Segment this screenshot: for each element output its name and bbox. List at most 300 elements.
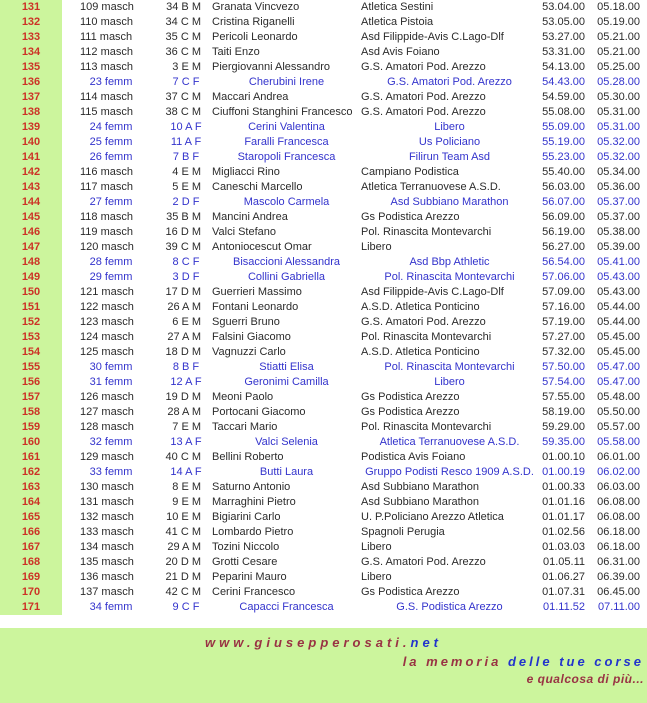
rank-cell: 132 bbox=[0, 15, 62, 30]
team-cell: Gs Podistica Arezzo bbox=[361, 211, 460, 223]
category-cell: 8 C F bbox=[172, 256, 200, 268]
athlete-name-cell: Staropoli Francesca bbox=[237, 151, 336, 163]
rank-cell: 131 bbox=[0, 0, 62, 15]
time-cell: 53.31.00 bbox=[542, 46, 585, 58]
athlete-name-cell: Piergiovanni Alessandro bbox=[212, 61, 331, 73]
pace-cell: 06.18.00 bbox=[597, 541, 640, 553]
athlete-name-cell: Capacci Francesca bbox=[239, 601, 334, 613]
site-url-domain: www.giusepperosati. bbox=[204, 635, 411, 650]
rank-cell: 147 bbox=[0, 240, 62, 255]
pace-cell: 05.21.00 bbox=[597, 46, 640, 58]
athlete-name-cell: Peparini Mauro bbox=[212, 571, 287, 583]
time-cell: 01.11.52 bbox=[542, 601, 585, 613]
athlete-name-cell: Maccari Andrea bbox=[212, 91, 289, 103]
time-cell: 57.32.00 bbox=[542, 346, 585, 358]
athlete-name-cell: Geronimi Camilla bbox=[244, 376, 329, 388]
pace-cell: 06.03.00 bbox=[597, 481, 640, 493]
table-row bbox=[0, 450, 647, 465]
rank-cell: 141 bbox=[0, 150, 62, 165]
table-row bbox=[0, 165, 647, 180]
pace-cell: 06.08.00 bbox=[597, 496, 640, 508]
pace-cell: 05.31.00 bbox=[597, 121, 640, 133]
rank-cell: 151 bbox=[0, 300, 62, 315]
athlete-name-cell: Portocani Giacomo bbox=[212, 406, 306, 418]
team-cell: Pol. Rinascita Montevarchi bbox=[361, 331, 492, 343]
team-cell: G.S. Podistica Arezzo bbox=[396, 601, 503, 613]
time-cell: 56.09.00 bbox=[542, 211, 585, 223]
time-cell: 01.00.19 bbox=[542, 466, 585, 478]
time-cell: 53.05.00 bbox=[542, 16, 585, 28]
table-row bbox=[0, 225, 647, 240]
athlete-name-cell: Bigiarini Carlo bbox=[212, 511, 281, 523]
site-tagline-2: e qualcosa di più... bbox=[526, 672, 644, 686]
time-cell: 01.05.11 bbox=[542, 556, 585, 568]
gender-rank-cell: 133 masch bbox=[80, 526, 134, 538]
time-cell: 55.19.00 bbox=[542, 136, 585, 148]
time-cell: 56.07.00 bbox=[542, 196, 585, 208]
rank-cell: 155 bbox=[0, 360, 62, 375]
athlete-name-cell: Collini Gabriella bbox=[247, 271, 326, 283]
rank-cell: 171 bbox=[0, 600, 62, 615]
gender-rank-cell: 23 femm bbox=[89, 76, 133, 88]
category-cell: 13 A F bbox=[170, 436, 202, 448]
time-cell: 55.23.00 bbox=[542, 151, 585, 163]
site-footer bbox=[0, 628, 647, 703]
gender-rank-cell: 31 femm bbox=[89, 376, 133, 388]
table-row bbox=[0, 495, 647, 510]
pace-cell: 05.43.00 bbox=[597, 271, 640, 283]
table-row bbox=[0, 0, 647, 15]
athlete-name-cell: Faralli Francesca bbox=[244, 136, 329, 148]
rank-cell: 169 bbox=[0, 570, 62, 585]
time-cell: 57.27.00 bbox=[542, 331, 585, 343]
table-row bbox=[0, 75, 647, 90]
pace-cell: 05.58.00 bbox=[597, 436, 640, 448]
team-cell: Gruppo Podisti Resco 1909 A.S.D. bbox=[365, 466, 534, 478]
rank-cell: 133 bbox=[0, 30, 62, 45]
rank-cell: 137 bbox=[0, 90, 62, 105]
rank-cell: 140 bbox=[0, 135, 62, 150]
category-cell: 10 E M bbox=[166, 511, 201, 523]
table-row bbox=[0, 600, 647, 615]
category-cell: 28 A M bbox=[167, 406, 201, 418]
gender-rank-cell: 134 masch bbox=[80, 541, 134, 553]
table-row bbox=[0, 300, 647, 315]
category-cell: 29 A M bbox=[167, 541, 201, 553]
athlete-name-cell: Marraghini Pietro bbox=[212, 496, 296, 508]
category-cell: 7 B F bbox=[172, 151, 200, 163]
category-cell: 36 C M bbox=[165, 46, 201, 58]
time-cell: 57.09.00 bbox=[542, 286, 585, 298]
gender-rank-cell: 111 masch bbox=[80, 31, 133, 43]
team-cell: G.S. Amatori Pod. Arezzo bbox=[361, 106, 486, 118]
category-cell: 40 C M bbox=[165, 451, 201, 463]
athlete-name-cell: Guerrieri Massimo bbox=[212, 286, 302, 298]
table-row bbox=[0, 45, 647, 60]
pace-cell: 05.30.00 bbox=[597, 91, 640, 103]
category-cell: 3 E M bbox=[172, 61, 201, 73]
athlete-name-cell: Migliacci Rino bbox=[212, 166, 280, 178]
rank-cell: 153 bbox=[0, 330, 62, 345]
pace-cell: 05.37.00 bbox=[597, 196, 640, 208]
table-row bbox=[0, 255, 647, 270]
team-cell: Filirun Team Asd bbox=[408, 151, 491, 163]
table-row bbox=[0, 585, 647, 600]
athlete-name-cell: Mancini Andrea bbox=[212, 211, 288, 223]
time-cell: 59.35.00 bbox=[542, 436, 585, 448]
gender-rank-cell: 130 masch bbox=[80, 481, 134, 493]
team-cell: Libero bbox=[361, 241, 392, 253]
pace-cell: 06.18.00 bbox=[597, 526, 640, 538]
pace-cell: 05.38.00 bbox=[597, 226, 640, 238]
rank-cell: 145 bbox=[0, 210, 62, 225]
gender-rank-cell: 122 masch bbox=[80, 301, 134, 313]
athlete-name-cell: Stiatti Elisa bbox=[259, 361, 314, 373]
pace-cell: 05.32.00 bbox=[597, 136, 640, 148]
pace-cell: 05.45.00 bbox=[597, 346, 640, 358]
athlete-name-cell: Vagnuzzi Carlo bbox=[212, 346, 286, 358]
category-cell: 9 E M bbox=[172, 496, 201, 508]
gender-rank-cell: 127 masch bbox=[80, 406, 134, 418]
gender-rank-cell: 136 masch bbox=[80, 571, 134, 583]
gender-rank-cell: 114 masch bbox=[80, 91, 133, 103]
team-cell: Libero bbox=[434, 376, 465, 388]
rank-cell: 149 bbox=[0, 270, 62, 285]
gender-rank-cell: 137 masch bbox=[80, 586, 134, 598]
time-cell: 53.04.00 bbox=[542, 1, 585, 13]
pace-cell: 05.21.00 bbox=[597, 31, 640, 43]
team-cell: Asd Avis Foiano bbox=[361, 46, 440, 58]
gender-rank-cell: 29 femm bbox=[89, 271, 133, 283]
time-cell: 57.06.00 bbox=[542, 271, 585, 283]
gender-rank-cell: 117 masch bbox=[80, 181, 133, 193]
team-cell: A.S.D. Atletica Ponticino bbox=[361, 301, 480, 313]
athlete-name-cell: Cristina Riganelli bbox=[212, 16, 295, 28]
time-cell: 01.01.17 bbox=[542, 511, 585, 523]
rank-cell: 134 bbox=[0, 45, 62, 60]
time-cell: 01.07.31 bbox=[542, 586, 585, 598]
team-cell: Libero bbox=[361, 541, 392, 553]
gender-rank-cell: 121 masch bbox=[80, 286, 134, 298]
team-cell: Campiano Podistica bbox=[361, 166, 459, 178]
team-cell: U. P.Policiano Arezzo Atletica bbox=[361, 511, 504, 523]
table-row bbox=[0, 570, 647, 585]
team-cell: Pol. Rinascita Montevarchi bbox=[384, 361, 515, 373]
time-cell: 57.19.00 bbox=[542, 316, 585, 328]
rank-cell: 156 bbox=[0, 375, 62, 390]
table-row bbox=[0, 180, 647, 195]
athlete-name-cell: Bellini Roberto bbox=[212, 451, 284, 463]
team-cell: G.S. Amatori Pod. Arezzo bbox=[361, 316, 486, 328]
rank-cell: 138 bbox=[0, 105, 62, 120]
table-row bbox=[0, 375, 647, 390]
category-cell: 37 C M bbox=[165, 91, 201, 103]
site-url-link[interactable] bbox=[0, 635, 647, 650]
rank-cell: 162 bbox=[0, 465, 62, 480]
category-cell: 39 C M bbox=[165, 241, 201, 253]
gender-rank-cell: 32 femm bbox=[89, 436, 133, 448]
pace-cell: 05.18.00 bbox=[597, 1, 640, 13]
category-cell: 8 B F bbox=[172, 361, 200, 373]
gender-rank-cell: 113 masch bbox=[80, 61, 133, 73]
rank-cell: 165 bbox=[0, 510, 62, 525]
table-row bbox=[0, 210, 647, 225]
gender-rank-cell: 27 femm bbox=[89, 196, 133, 208]
category-cell: 35 B M bbox=[166, 211, 201, 223]
category-cell: 10 A F bbox=[170, 121, 202, 133]
pace-cell: 05.47.00 bbox=[597, 361, 640, 373]
team-cell: Atletica Sestini bbox=[361, 1, 434, 13]
category-cell: 16 D M bbox=[165, 226, 201, 238]
athlete-name-cell: Valci Stefano bbox=[212, 226, 277, 238]
gender-rank-cell: 131 masch bbox=[80, 496, 134, 508]
time-cell: 57.55.00 bbox=[542, 391, 585, 403]
gender-rank-cell: 132 masch bbox=[80, 511, 134, 523]
pace-cell: 05.43.00 bbox=[597, 286, 640, 298]
rank-cell: 166 bbox=[0, 525, 62, 540]
gender-rank-cell: 33 femm bbox=[89, 466, 133, 478]
gender-rank-cell: 124 masch bbox=[80, 331, 134, 343]
team-cell: Pol. Rinascita Montevarchi bbox=[361, 226, 492, 238]
athlete-name-cell: Grotti Cesare bbox=[212, 556, 278, 568]
gender-rank-cell: 118 masch bbox=[80, 211, 133, 223]
table-row bbox=[0, 195, 647, 210]
team-cell: Pol. Rinascita Montevarchi bbox=[384, 271, 515, 283]
athlete-name-cell: Sguerri Bruno bbox=[212, 316, 280, 328]
time-cell: 56.27.00 bbox=[542, 241, 585, 253]
category-cell: 20 D M bbox=[165, 556, 201, 568]
rank-cell: 163 bbox=[0, 480, 62, 495]
pace-cell: 05.47.00 bbox=[597, 376, 640, 388]
category-cell: 6 E M bbox=[172, 316, 201, 328]
team-cell: Atletica Terranuovese A.S.D. bbox=[379, 436, 520, 448]
gender-rank-cell: 125 masch bbox=[80, 346, 134, 358]
table-row bbox=[0, 150, 647, 165]
time-cell: 55.08.00 bbox=[542, 106, 585, 118]
team-cell: Asd Subbiano Marathon bbox=[361, 481, 480, 493]
rank-cell: 135 bbox=[0, 60, 62, 75]
table-row bbox=[0, 360, 647, 375]
team-cell: Asd Filippide-Avis C.Lago-Dlf bbox=[361, 286, 504, 298]
table-row bbox=[0, 135, 647, 150]
gender-rank-cell: 126 masch bbox=[80, 391, 134, 403]
athlete-name-cell: Bisaccioni Alessandra bbox=[232, 256, 340, 268]
athlete-name-cell: Granata Vincvezo bbox=[212, 1, 300, 13]
category-cell: 18 D M bbox=[165, 346, 201, 358]
rank-cell: 159 bbox=[0, 420, 62, 435]
team-cell: G.S. Amatori Pod. Arezzo bbox=[387, 76, 512, 88]
time-cell: 54.13.00 bbox=[542, 61, 585, 73]
athlete-name-cell: Valci Selenia bbox=[255, 436, 318, 448]
gender-rank-cell: 28 femm bbox=[89, 256, 133, 268]
rank-cell: 146 bbox=[0, 225, 62, 240]
pace-cell: 05.36.00 bbox=[597, 181, 640, 193]
rank-cell: 154 bbox=[0, 345, 62, 360]
category-cell: 34 B M bbox=[166, 1, 201, 13]
pace-cell: 05.31.00 bbox=[597, 106, 640, 118]
pace-cell: 05.41.00 bbox=[597, 256, 640, 268]
pace-cell: 05.44.00 bbox=[597, 301, 640, 313]
athlete-name-cell: Cerini Francesco bbox=[212, 586, 296, 598]
time-cell: 56.19.00 bbox=[542, 226, 585, 238]
gender-rank-cell: 135 masch bbox=[80, 556, 134, 568]
pace-cell: 05.45.00 bbox=[597, 331, 640, 343]
athlete-name-cell: Falsini Giacomo bbox=[212, 331, 291, 343]
team-cell: Asd Bbp Athletic bbox=[409, 256, 490, 268]
time-cell: 56.54.00 bbox=[542, 256, 585, 268]
rank-cell: 161 bbox=[0, 450, 62, 465]
gender-rank-cell: 123 masch bbox=[80, 316, 134, 328]
athlete-name-cell: Antoniocescut Omar bbox=[212, 241, 312, 253]
athlete-name-cell: Ciuffoni Stanghini Francesco bbox=[212, 106, 353, 118]
category-cell: 4 E M bbox=[172, 166, 201, 178]
site-url-tld: net bbox=[410, 635, 443, 650]
team-cell: Gs Podistica Arezzo bbox=[361, 406, 460, 418]
gender-rank-cell: 116 masch bbox=[80, 166, 133, 178]
athlete-name-cell: Taiti Enzo bbox=[212, 46, 260, 58]
category-cell: 7 C F bbox=[172, 76, 200, 88]
team-cell: Spagnoli Perugia bbox=[361, 526, 445, 538]
category-cell: 3 D F bbox=[172, 271, 200, 283]
athlete-name-cell: Pericoli Leonardo bbox=[212, 31, 298, 43]
table-row bbox=[0, 510, 647, 525]
category-cell: 34 C M bbox=[165, 16, 201, 28]
gender-rank-cell: 112 masch bbox=[80, 46, 133, 58]
table-row bbox=[0, 60, 647, 75]
table-row bbox=[0, 30, 647, 45]
team-cell: Atletica Pistoia bbox=[361, 16, 434, 28]
time-cell: 57.50.00 bbox=[542, 361, 585, 373]
category-cell: 21 D M bbox=[165, 571, 201, 583]
site-tagline bbox=[0, 654, 647, 669]
team-cell: G.S. Amatori Pod. Arezzo bbox=[361, 556, 486, 568]
rank-cell: 164 bbox=[0, 495, 62, 510]
athlete-name-cell: Lombardo Pietro bbox=[212, 526, 294, 538]
team-cell: Gs Podistica Arezzo bbox=[361, 391, 460, 403]
gender-rank-cell: 119 masch bbox=[80, 226, 133, 238]
rank-cell: 167 bbox=[0, 540, 62, 555]
time-cell: 57.16.00 bbox=[542, 301, 585, 313]
time-cell: 01.01.16 bbox=[542, 496, 585, 508]
category-cell: 35 C M bbox=[165, 31, 201, 43]
gender-rank-cell: 120 masch bbox=[80, 241, 134, 253]
pace-cell: 06.01.00 bbox=[597, 451, 640, 463]
table-row bbox=[0, 540, 647, 555]
athlete-name-cell: Taccari Mario bbox=[212, 421, 278, 433]
team-cell: Podistica Avis Foiano bbox=[361, 451, 466, 463]
category-cell: 41 C M bbox=[165, 526, 201, 538]
athlete-name-cell: Butti Laura bbox=[259, 466, 314, 478]
pace-cell: 05.57.00 bbox=[597, 421, 640, 433]
rank-cell: 160 bbox=[0, 435, 62, 450]
gender-rank-cell: 110 masch bbox=[80, 16, 133, 28]
table-row bbox=[0, 525, 647, 540]
rank-cell: 170 bbox=[0, 585, 62, 600]
rank-cell: 152 bbox=[0, 315, 62, 330]
team-cell: Libero bbox=[361, 571, 392, 583]
time-cell: 01.03.03 bbox=[542, 541, 585, 553]
athlete-name-cell: Cerini Valentina bbox=[248, 121, 325, 133]
gender-rank-cell: 109 masch bbox=[80, 1, 134, 13]
rank-cell: 142 bbox=[0, 165, 62, 180]
pace-cell: 06.31.00 bbox=[597, 556, 640, 568]
athlete-name-cell: Fontani Leonardo bbox=[212, 301, 299, 313]
time-cell: 55.40.00 bbox=[542, 166, 585, 178]
table-row bbox=[0, 15, 647, 30]
rank-cell: 150 bbox=[0, 285, 62, 300]
time-cell: 53.27.00 bbox=[542, 31, 585, 43]
table-row bbox=[0, 90, 647, 105]
category-cell: 42 C M bbox=[165, 586, 201, 598]
category-cell: 27 A M bbox=[167, 331, 201, 343]
pace-cell: 06.08.00 bbox=[597, 511, 640, 523]
rank-cell: 136 bbox=[0, 75, 62, 90]
gender-rank-cell: 115 masch bbox=[80, 106, 133, 118]
pace-cell: 06.02.00 bbox=[597, 466, 640, 478]
team-cell: Pol. Rinascita Montevarchi bbox=[361, 421, 492, 433]
pace-cell: 05.34.00 bbox=[597, 166, 640, 178]
table-row bbox=[0, 390, 647, 405]
table-row bbox=[0, 480, 647, 495]
time-cell: 56.03.00 bbox=[542, 181, 585, 193]
gender-rank-cell: 30 femm bbox=[89, 361, 133, 373]
tagline-part1: la memoria bbox=[402, 654, 508, 669]
gender-rank-cell: 25 femm bbox=[89, 136, 133, 148]
table-row bbox=[0, 120, 647, 135]
table-row bbox=[0, 285, 647, 300]
table-row bbox=[0, 270, 647, 285]
category-cell: 19 D M bbox=[165, 391, 201, 403]
category-cell: 11 A F bbox=[170, 136, 202, 148]
rank-cell: 139 bbox=[0, 120, 62, 135]
category-cell: 5 E M bbox=[172, 181, 201, 193]
time-cell: 55.09.00 bbox=[542, 121, 585, 133]
team-cell: Asd Subbiano Marathon bbox=[390, 196, 509, 208]
pace-cell: 05.39.00 bbox=[597, 241, 640, 253]
table-row bbox=[0, 435, 647, 450]
pace-cell: 07.11.00 bbox=[597, 601, 640, 613]
team-cell: A.S.D. Atletica Ponticino bbox=[361, 346, 480, 358]
pace-cell: 05.44.00 bbox=[597, 316, 640, 328]
table-row bbox=[0, 465, 647, 480]
athlete-name-cell: Saturno Antonio bbox=[212, 481, 291, 493]
rank-cell: 168 bbox=[0, 555, 62, 570]
table-row bbox=[0, 405, 647, 420]
gender-rank-cell: 128 masch bbox=[80, 421, 134, 433]
category-cell: 8 E M bbox=[172, 481, 201, 493]
athlete-name-cell: Cherubini Irene bbox=[248, 76, 325, 88]
rank-cell: 143 bbox=[0, 180, 62, 195]
category-cell: 14 A F bbox=[170, 466, 202, 478]
team-cell: Asd Filippide-Avis C.Lago-Dlf bbox=[361, 31, 504, 43]
athlete-name-cell: Mascolo Carmela bbox=[243, 196, 330, 208]
time-cell: 01.06.27 bbox=[542, 571, 585, 583]
team-cell: Asd Subbiano Marathon bbox=[361, 496, 480, 508]
time-cell: 54.43.00 bbox=[542, 76, 585, 88]
pace-cell: 05.28.00 bbox=[597, 76, 640, 88]
team-cell: Gs Podistica Arezzo bbox=[361, 586, 460, 598]
rank-cell: 148 bbox=[0, 255, 62, 270]
gender-rank-cell: 34 femm bbox=[89, 601, 133, 613]
pace-cell: 05.37.00 bbox=[597, 211, 640, 223]
pace-cell: 05.50.00 bbox=[597, 406, 640, 418]
category-cell: 38 C M bbox=[165, 106, 201, 118]
time-cell: 59.29.00 bbox=[542, 421, 585, 433]
table-row bbox=[0, 345, 647, 360]
tagline-part2: delle tue corse bbox=[507, 654, 644, 669]
time-cell: 57.54.00 bbox=[542, 376, 585, 388]
category-cell: 7 E M bbox=[172, 421, 201, 433]
